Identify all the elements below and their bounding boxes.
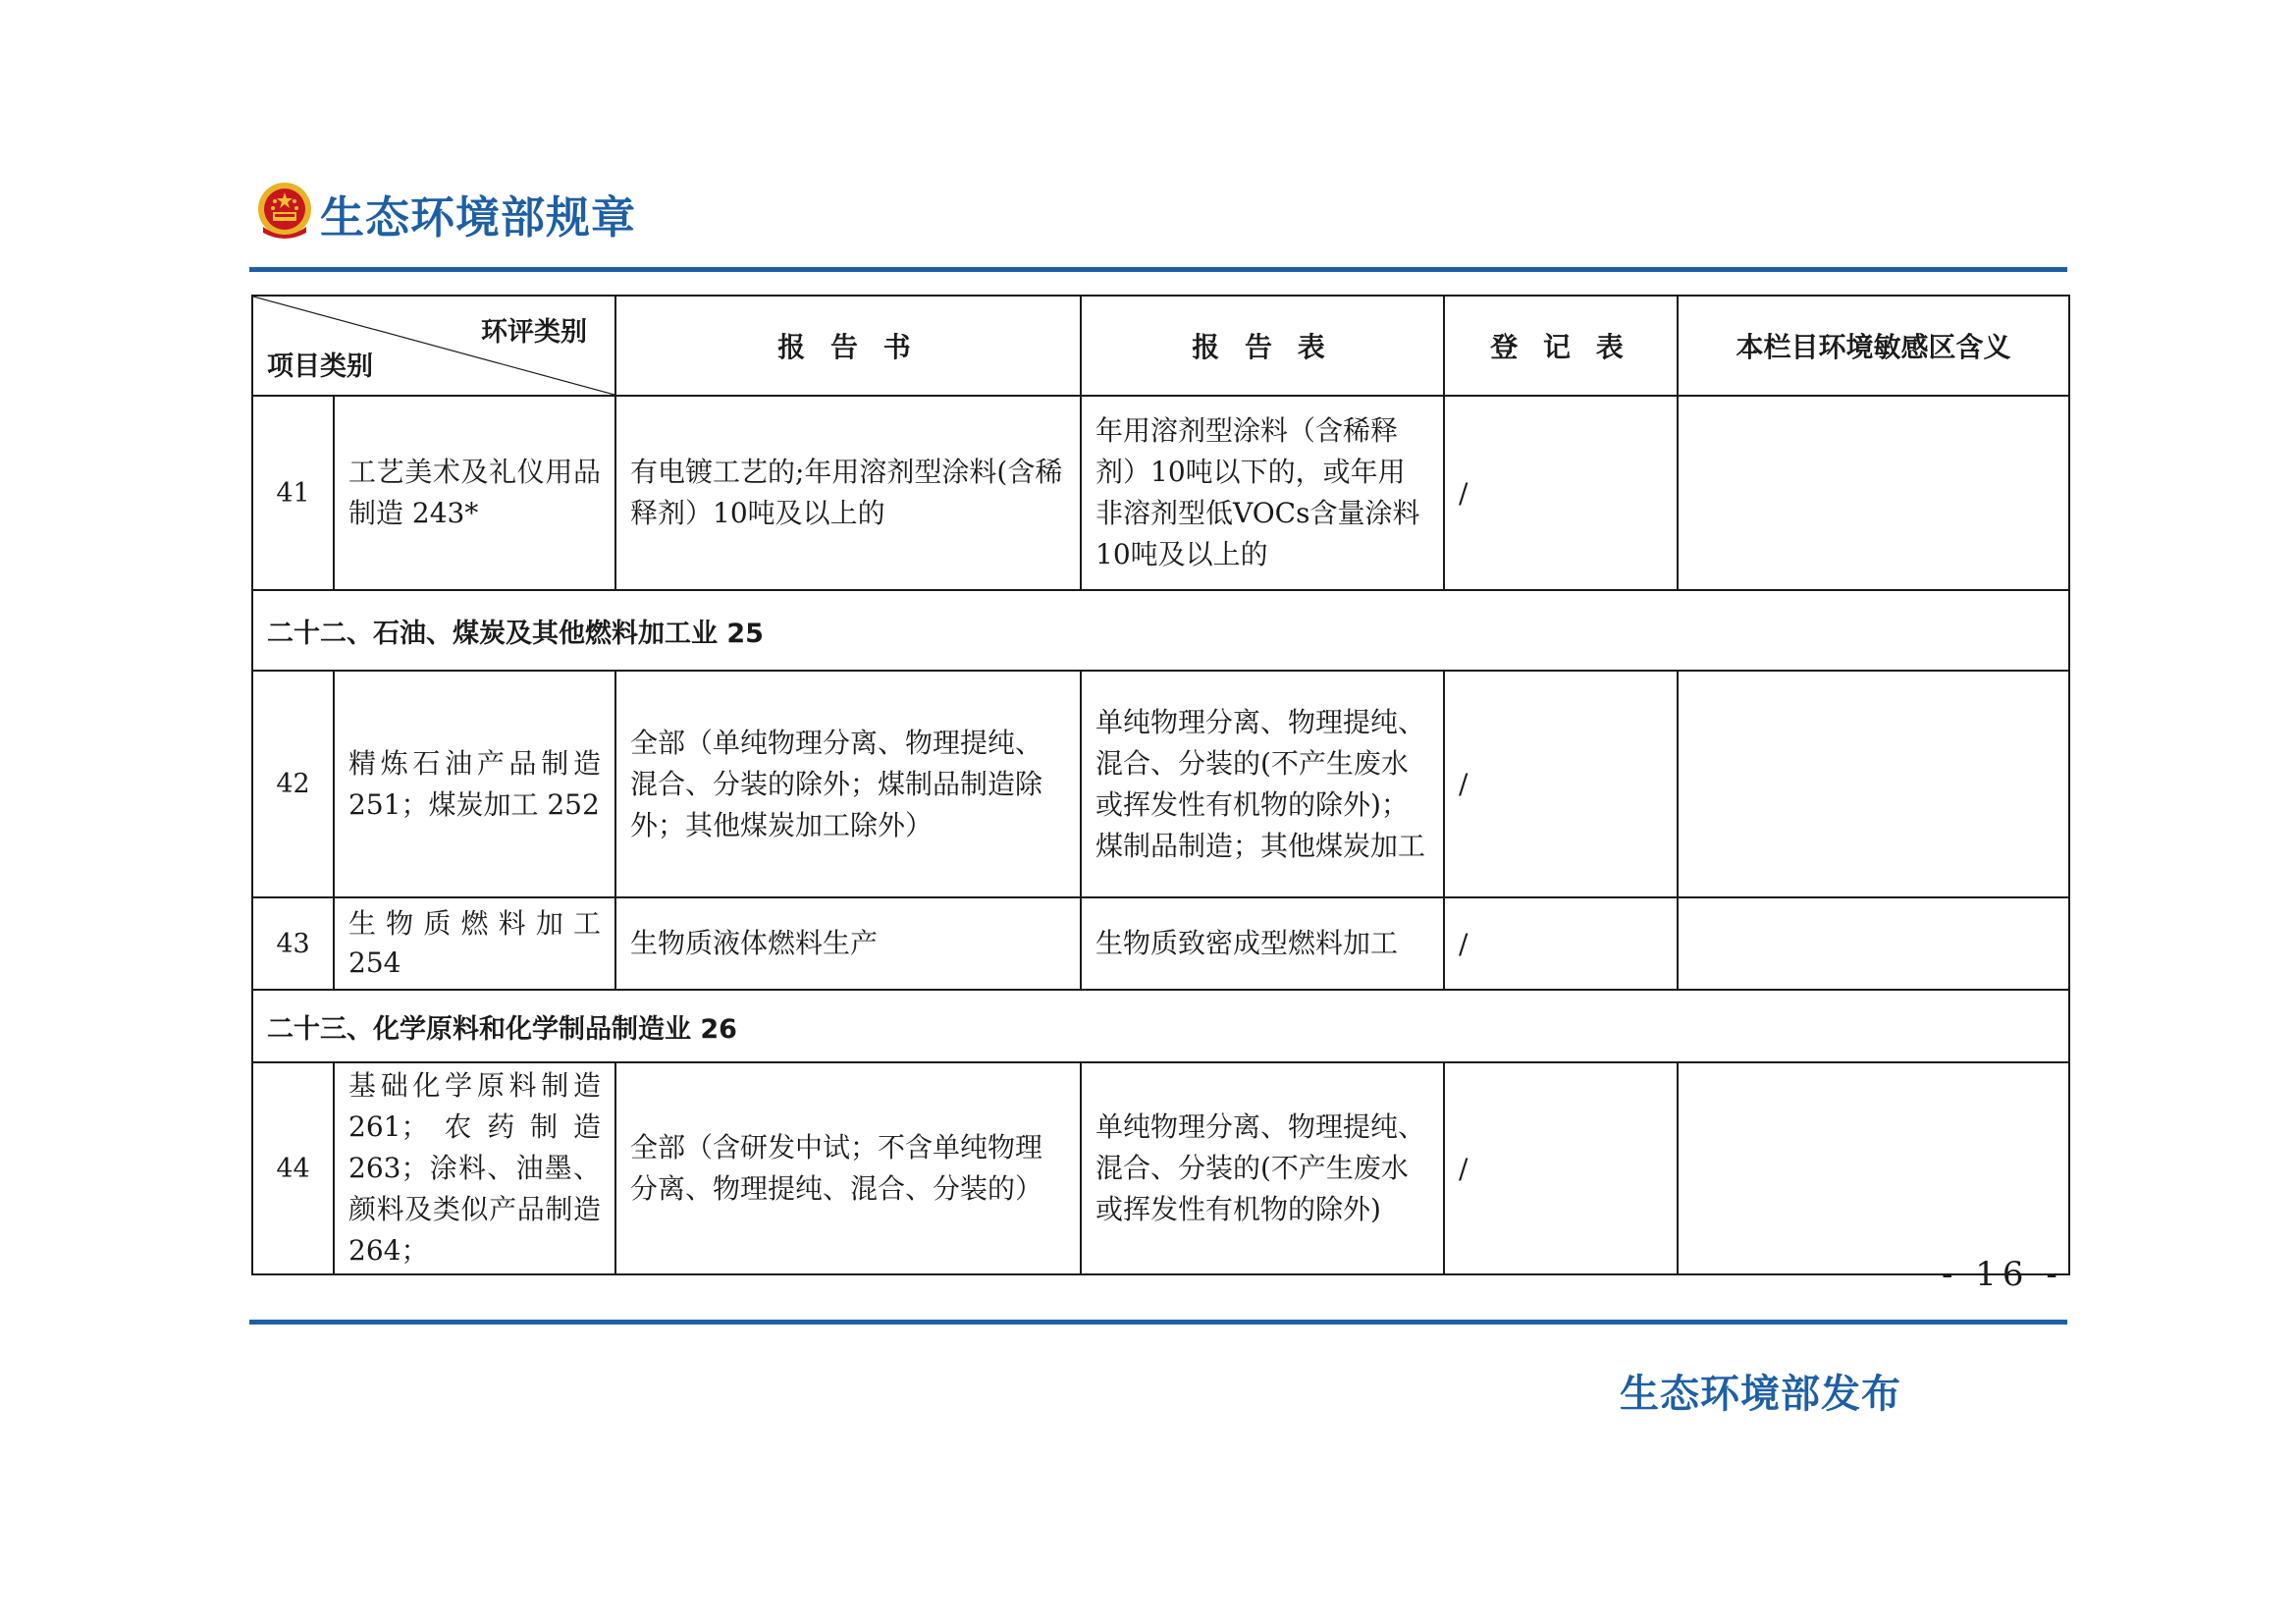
header-project-category: 项目类别 <box>267 352 373 382</box>
sensitive-cell <box>1678 897 2069 990</box>
register-cell: / <box>1444 396 1678 590</box>
row-number: 44 <box>252 1062 334 1274</box>
page-number: - 16 - <box>1942 1255 2063 1294</box>
table-header-row <box>252 296 2069 396</box>
page-header <box>249 172 2067 280</box>
header-sensitive-area: 本栏目环境敏感区含义 <box>1678 296 2069 396</box>
table-row <box>252 396 2069 590</box>
section-row <box>252 590 2069 671</box>
national-emblem-icon <box>253 180 316 243</box>
sensitive-cell <box>1678 671 2069 897</box>
register-cell: / <box>1444 897 1678 990</box>
classification-table <box>251 295 2070 1275</box>
diagonal-header-cell <box>252 296 615 396</box>
table-row <box>252 671 2069 897</box>
sensitive-cell <box>1678 1062 2069 1274</box>
project-name: 生物质燃料加工 254 <box>334 897 615 990</box>
footer-publisher: 生态环境部发布 <box>1620 1372 1901 1417</box>
row-number: 43 <box>252 897 334 990</box>
report-form-cell: 单纯物理分离、物理提纯、混合、分装的(不产生废水或挥发性有机物的除外)；煤制品制造；其他煤炭加工 <box>1081 671 1444 897</box>
table-row <box>252 897 2069 990</box>
header-eia-category: 环评类别 <box>481 317 587 348</box>
section-title: 二十二、石油、煤炭及其他燃料加工业 25 <box>252 590 2069 671</box>
report-book-cell: 有电镀工艺的;年用溶剂型涂料(含稀释剂）10吨及以上的 <box>615 396 1081 590</box>
project-name: 工艺美术及礼仪用品制造 243* <box>334 396 615 590</box>
row-number: 42 <box>252 671 334 897</box>
header-title: 生态环境部规章 <box>320 191 637 243</box>
section-row <box>252 990 2069 1062</box>
report-form-cell: 单纯物理分离、物理提纯、混合、分装的(不产生废水或挥发性有机物的除外) <box>1081 1062 1444 1274</box>
report-book-cell: 生物质液体燃料生产 <box>615 897 1081 990</box>
register-cell: / <box>1444 671 1678 897</box>
header-register-form: 登 记 表 <box>1444 296 1678 396</box>
row-number: 41 <box>252 396 334 590</box>
report-form-cell: 生物质致密成型燃料加工 <box>1081 897 1444 990</box>
footer-divider <box>249 1320 2067 1325</box>
header-report-form: 报 告 表 <box>1081 296 1444 396</box>
table-row <box>252 1062 2069 1274</box>
section-title: 二十三、化学原料和化学制品制造业 26 <box>252 990 2069 1062</box>
header-report-book: 报 告 书 <box>615 296 1081 396</box>
header-divider <box>249 267 2067 272</box>
project-name: 精炼石油产品制造 251；煤炭加工 252 <box>334 671 615 897</box>
sensitive-cell <box>1678 396 2069 590</box>
register-cell: / <box>1444 1062 1678 1274</box>
report-form-cell: 年用溶剂型涂料（含稀释剂）10吨以下的，或年用非溶剂型低VOCs含量涂料10吨及以上的 <box>1081 396 1444 590</box>
report-book-cell: 全部（单纯物理分离、物理提纯、混合、分装的除外；煤制品制造除外；其他煤炭加工除外） <box>615 671 1081 897</box>
project-name: 基础化学原料制造 261；农药制造 263；涂料、油墨、颜料及类似产品制造 264； <box>334 1062 615 1274</box>
report-book-cell: 全部（含研发中试；不含单纯物理分离、物理提纯、混合、分装的） <box>615 1062 1081 1274</box>
